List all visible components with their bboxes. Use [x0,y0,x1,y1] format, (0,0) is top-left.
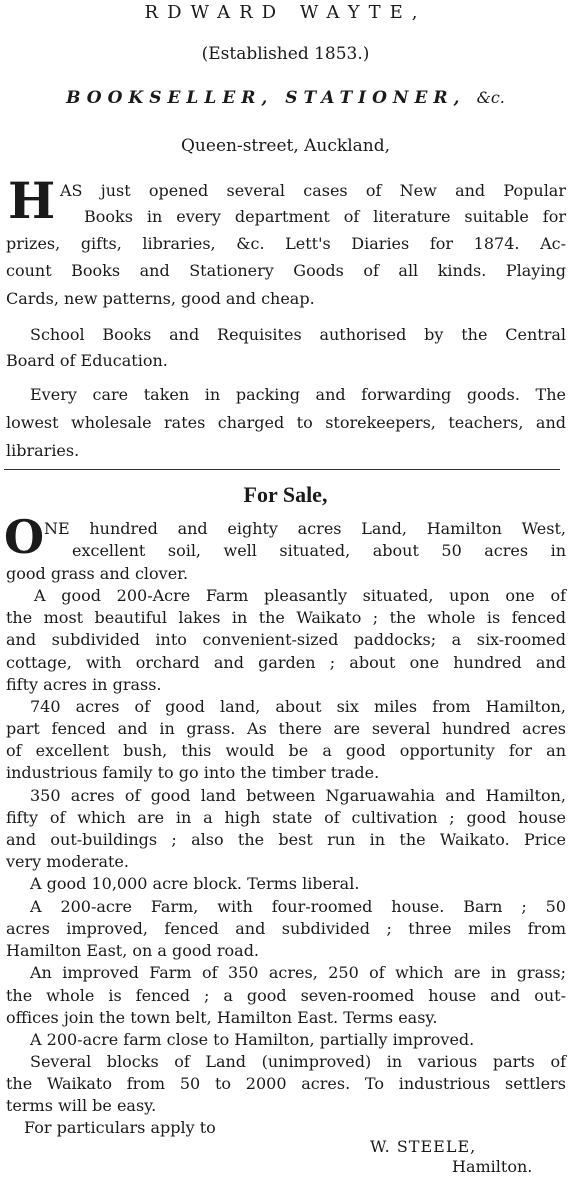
signature-place: Hamilton. [452,1157,533,1176]
ad2-line: 740 acres of good land, about six miles from Hamilton, [30,697,566,716]
ad2-line: A 200-acre farm close to Hamilton, partially improved. [30,1030,475,1049]
ad2-line: and subdivided into convenient-sized paddocks; a six-roomed [6,630,566,649]
ad2-line: offices join the town belt, Hamilton East. Terms easy. [6,1008,438,1027]
ad1-para3-line: libraries. [6,441,80,460]
ad2-line: Several blocks of Land (unimproved) in various parts of [30,1052,566,1071]
ad1-para1-line: Books in every department of literature suitable for [84,207,566,226]
dropcap-o: O [4,510,45,564]
trade-text: BOOKSELLER, STATIONER, [66,88,466,108]
ad2-line: of excellent bush, this would be a good opportunity for an [6,741,566,760]
ad1-para1-line: prizes, gifts, libraries, &c. Lett's Diaries for 1874. Ac- [6,234,566,253]
ad2-line: the Waikato from 50 to 2000 acres. To industrious settlers [6,1074,566,1093]
ad2-line: the most beautiful lakes in the Waikato ; the whole is fenced [6,608,566,627]
ad2-line: the whole is fenced ; a good seven-roomed house and out- [6,986,566,1005]
ad1-para1-line: count Books and Stationery Goods of all kinds. Playing [6,261,566,280]
dropcap-h: H [8,171,56,230]
ad2-line: NE hundred and eighty acres Land, Hamilton West, [44,519,566,538]
trade-line [0,88,571,108]
ad1-para2-line: School Books and Requisites authorised by the Central [30,325,566,344]
ad2-line: A good 10,000 acre block. Terms liberal. [30,874,360,893]
ad1-para3-line: Every care taken in packing and forwarding goods. The [30,385,566,404]
ad2-line: fifty of which are in a high state of cultivation ; good house [6,808,566,827]
ad2-line: cottage, with orchard and garden ; about one hundred and [6,653,566,672]
ad1-para2-line: Board of Education. [6,351,168,370]
advertiser-name: RDWARD WAYTE, [144,2,427,23]
address-line: Queen-street, Auckland, [181,136,390,156]
trade-etc: &c. [476,88,505,107]
ad2-line: excellent soil, well situated, about 50 acres in [72,541,566,560]
ad2-line: very moderate. [6,852,129,871]
for-sale-heading: For Sale, [243,482,328,507]
ad2-line: Hamilton East, on a good road. [6,941,260,960]
ad2-line: 350 acres of good land between Ngaruawahia and Hamilton, [30,786,566,805]
ad2-line: An improved Farm of 350 acres, 250 of which are in grass; [30,963,566,982]
ad1-para1-line: AS just opened several cases of New and Popular [60,181,566,200]
ad2-line: fifty acres in grass. [6,675,162,694]
ad2-line: For particulars apply to [24,1118,216,1137]
signature: W. STEELE, [370,1137,477,1156]
ad2-line: industrious family to go into the timber trade. [6,763,380,782]
ad2-line: A 200-acre Farm, with four-roomed house. Barn ; 50 [30,897,566,916]
ad1-para1-line: Cards, new patterns, good and cheap. [6,289,315,308]
established-line: (Established 1853.) [201,44,370,64]
ad2-line: A good 200-Acre Farm pleasantly situated, upon one of [34,586,566,605]
ad2-line: and out-buildings ; also the best run in the Waikato. Price [6,830,566,849]
ad2-line: terms will be easy. [6,1096,157,1115]
ad1-para3-line: lowest wholesale rates charged to storekeepers, teachers, and [6,413,566,432]
ad2-line: part fenced and in grass. As there are several hundred acres [6,719,566,738]
ad2-line: acres improved, fenced and subdivided ; three miles from [6,919,566,938]
ad2-line: good grass and clover. [6,564,189,583]
separator-rule [4,469,560,470]
